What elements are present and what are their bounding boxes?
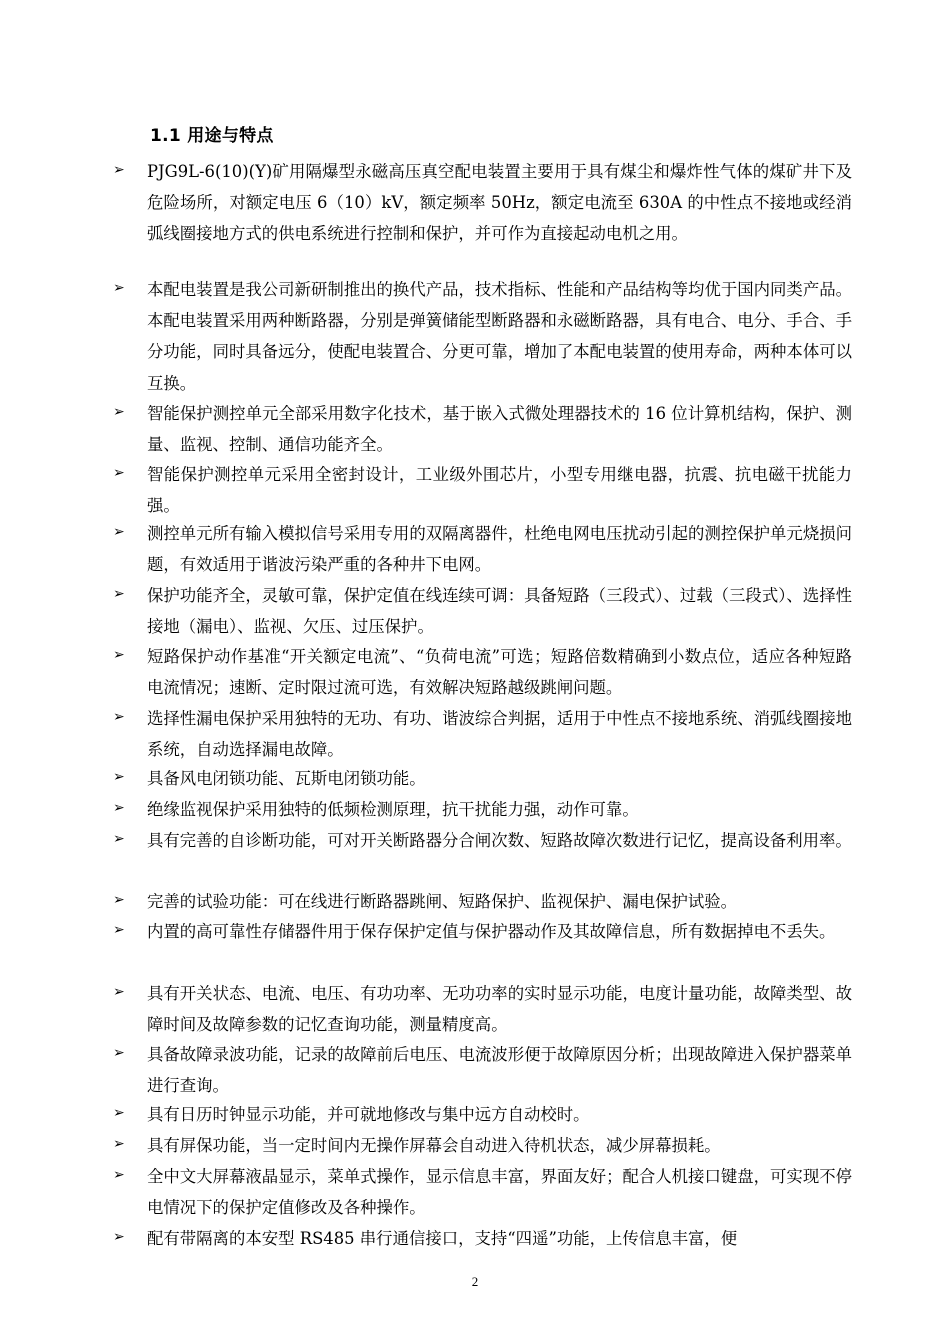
list-item-text: 具有屏保功能，当一定时间内无操作屏幕会自动进入待机状态，减少屏幕损耗。: [147, 1136, 721, 1155]
arrow-bullet-icon: ➢: [113, 1136, 125, 1152]
arrow-bullet-icon: ➢: [113, 1105, 125, 1121]
list-item-text: 本配电装置是我公司新研制推出的换代产品，技术指标、性能和产品结构等均优于国内同类产品。本配电装置采用两种断路器，分别是弹簧储能型断路器和永磁断路器，具有电合、电分、手合、手分功能，同时具备远分，使配电装置合、分更可靠，增加了本配电装置的使用寿命，两种本体可以互换。: [147, 280, 852, 393]
list-item-text: 内置的高可靠性存储器件用于保存保护定值与保护器动作及其故障信息，所有数据掉电不丢失。: [147, 922, 836, 941]
list-item-text: 绝缘监视保护采用独特的低频检测原理，抗干扰能力强，动作可靠。: [147, 800, 639, 819]
arrow-bullet-icon: ➢: [113, 922, 125, 938]
list-item-text: 具有完善的自诊断功能，可对开关断路器分合闸次数、短路故障次数进行记忆，提高设备利用率。: [147, 831, 852, 850]
section-heading: 1.1 用途与特点: [150, 126, 274, 146]
list-item-text: 选择性漏电保护采用独特的无功、有功、谐波综合判据，适用于中性点不接地系统、消弧线圈接地系统，自动选择漏电故障。: [147, 709, 852, 760]
list-item-text: 具备风电闭锁功能、瓦斯电闭锁功能。: [147, 769, 426, 788]
arrow-bullet-icon: ➢: [113, 1167, 125, 1183]
list-item-text: 测控单元所有输入模拟信号采用专用的双隔离器件，杜绝电网电压扰动引起的测控保护单元烧损问题，有效适用于谐波污染严重的各种井下电网。: [147, 524, 852, 575]
list-item-text: 全中文大屏幕液晶显示，菜单式操作，显示信息丰富，界面友好；配合人机接口键盘，可实现不停电情况下的保护定值修改及各种操作。: [147, 1167, 852, 1218]
list-item-text: 保护功能齐全，灵敏可靠，保护定值在线连续可调：具备短路（三段式）、过载（三段式）、选择性接地（漏电）、监视、欠压、过压保护。: [147, 586, 852, 637]
arrow-bullet-icon: ➢: [113, 1045, 125, 1061]
arrow-bullet-icon: ➢: [113, 892, 125, 908]
list-item-text: 具有日历时钟显示功能，并可就地修改与集中远方自动校时。: [147, 1105, 590, 1124]
arrow-bullet-icon: ➢: [113, 1229, 125, 1245]
list-item-text: 具备故障录波功能，记录的故障前后电压、电流波形便于故障原因分析；出现故障进入保护器菜单进行查询。: [147, 1045, 852, 1096]
page-number: 2: [471, 1274, 479, 1289]
arrow-bullet-icon: ➢: [113, 769, 125, 785]
list-item-text: 具有开关状态、电流、电压、有功功率、无功功率的实时显示功能，电度计量功能，故障类型、故障时间及故障参数的记忆查询功能，测量精度高。: [147, 984, 852, 1035]
list-item-text: 智能保护测控单元全部采用数字化技术，基于嵌入式微处理器技术的 16 位计算机结构，保护、测量、监视、控制、通信功能齐全。: [147, 404, 852, 455]
arrow-bullet-icon: ➢: [113, 524, 125, 540]
arrow-bullet-icon: ➢: [113, 647, 125, 663]
arrow-bullet-icon: ➢: [113, 984, 125, 1000]
arrow-bullet-icon: ➢: [113, 280, 125, 296]
arrow-bullet-icon: ➢: [113, 831, 125, 847]
arrow-bullet-icon: ➢: [113, 404, 125, 420]
arrow-bullet-icon: ➢: [113, 709, 125, 725]
arrow-bullet-icon: ➢: [113, 465, 125, 481]
list-item-text: PJG9L-6(10)(Y)矿用隔爆型永磁高压真空配电装置主要用于具有煤尘和爆炸性气体的煤矿井下及危险场所，对额定电压 6（10）kV，额定频率 50Hz，额定电流至 630A 的中性点不接地或经消弧线圈接地方式的供电系统进行控制和保护，并可作为直接起动电机之用。: [147, 162, 852, 244]
list-item-text: 智能保护测控单元采用全密封设计，工业级外围芯片，小型专用继电器，抗震、抗电磁干扰能力强。: [147, 465, 852, 516]
list-item-text: 完善的试验功能：可在线进行断路器跳闸、短路保护、监视保护、漏电保护试验。: [147, 892, 738, 911]
arrow-bullet-icon: ➢: [113, 800, 125, 816]
arrow-bullet-icon: ➢: [113, 162, 125, 178]
list-item-text: 配有带隔离的本安型 RS485 串行通信接口，支持“四遥”功能，上传信息丰富，便: [147, 1229, 738, 1248]
list-item-text: 短路保护动作基准“开关额定电流”、“负荷电流”可选；短路倍数精确到小数点位，适应各种短路电流情况；速断、定时限过流可选，有效解决短路越级跳闸问题。: [147, 647, 852, 698]
arrow-bullet-icon: ➢: [113, 586, 125, 602]
